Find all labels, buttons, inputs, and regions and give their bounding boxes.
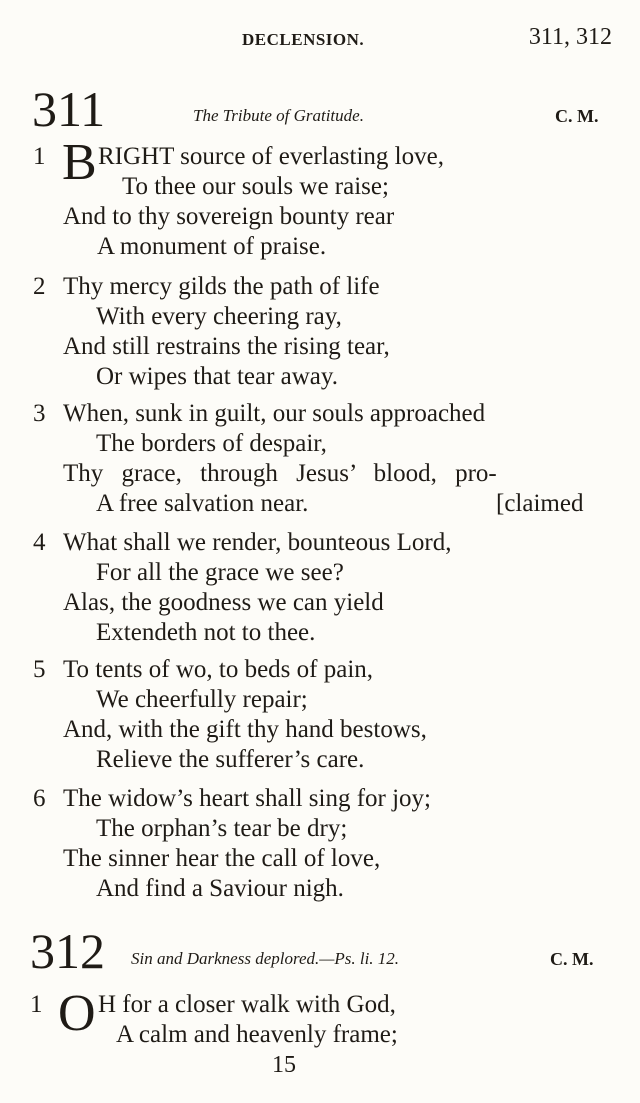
verse-line: What shall we render, bounteous Lord, [63, 529, 452, 556]
verse-line: Extendeth not to thee. [96, 619, 316, 646]
verse-line: The widow’s heart shall sing for joy; [63, 785, 431, 812]
verse-line: A monument of praise. [97, 233, 327, 260]
verse-line: RIGHT source of everlasting love, [98, 143, 444, 170]
verse-number: 5 [33, 656, 46, 683]
verse-line: And to thy sovereign bounty rear [63, 203, 395, 230]
verse-line: Relieve the sufferer’s care. [96, 746, 365, 773]
verse-line: For all the grace we see? [96, 559, 344, 586]
hymn-312-meter: C. M. [550, 949, 594, 969]
page-numbers: 311, 312 [528, 24, 612, 50]
verse-line: The sinner hear the call of love, [63, 845, 381, 872]
drop-cap: O [58, 985, 96, 1042]
hymn-312-title: Sin and Darkness deplored.—Ps. li. 12. [131, 949, 400, 968]
signature-mark: 15 [272, 1052, 296, 1078]
verse-line: Thy grace, through Jesus’ blood, pro- [63, 460, 497, 487]
verse-line: To thee our souls we raise; [122, 173, 389, 200]
verse-line: H for a closer walk with God, [98, 991, 396, 1018]
verse-line: Alas, the goodness we can yield [63, 589, 384, 616]
verse-line: We cheerfully repair; [96, 686, 308, 713]
hymn-311-title: The Tribute of Gratitude. [193, 106, 364, 125]
turnover-word: [claimed [496, 490, 584, 517]
hymn-312-number: 312 [30, 923, 105, 979]
verse-line: A free salvation near. [96, 490, 309, 517]
verse-number: 1 [30, 991, 43, 1018]
verse-line: With every cheering ray, [96, 303, 342, 330]
drop-cap: B [62, 134, 97, 191]
hymn-311-meter: C. M. [555, 106, 599, 126]
verse-line: A calm and heavenly frame; [116, 1021, 398, 1048]
verse-line: The borders of despair, [96, 430, 327, 457]
verse-number: 3 [33, 400, 46, 427]
hymn-311-number: 311 [32, 81, 106, 137]
verse-line: To tents of wo, to beds of pain, [63, 656, 374, 683]
verse-line: The orphan’s tear be dry; [96, 815, 348, 842]
verse-line: And still restrains the rising tear, [63, 333, 390, 360]
verse-line: Or wipes that tear away. [96, 363, 339, 390]
verse-line: And find a Saviour nigh. [96, 875, 344, 902]
verse-number: 4 [33, 529, 46, 556]
running-head: DECLENSION. [242, 30, 365, 49]
verse-line: Thy mercy gilds the path of life [63, 273, 380, 300]
verse-number: 1 [33, 143, 46, 170]
verse-number: 2 [33, 273, 46, 300]
verse-line: When, sunk in guilt, our souls approached [63, 400, 486, 427]
verse-line: And, with the gift thy hand bestows, [63, 716, 427, 743]
verse-number: 6 [33, 785, 46, 812]
